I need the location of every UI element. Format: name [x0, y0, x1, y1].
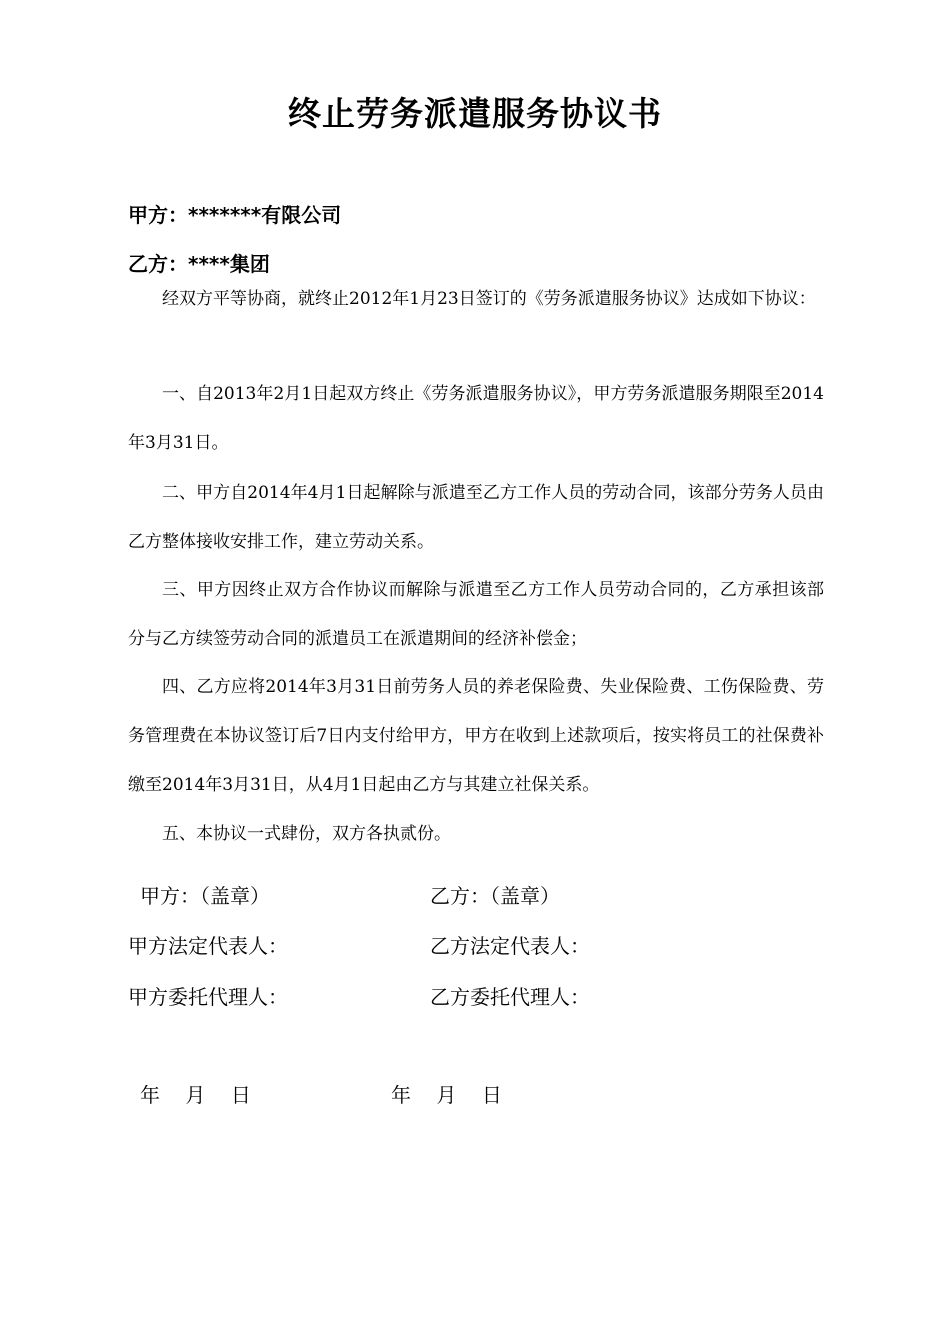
paragraph-item-1	[128, 370, 824, 468]
party-a-line: 甲方：*******有限公司	[128, 203, 342, 227]
paragraph-item-5	[128, 810, 824, 859]
paragraph-item-1-text: 一、自2013年2月1日起双方终止《劳务派遣服务协议》，甲方劳务派遣服务期限至2014年3月31日。	[128, 384, 824, 453]
document-title: 终止劳务派遣服务协议书	[288, 94, 662, 133]
paragraph-item-2	[128, 469, 824, 567]
party-b-seal-label: 乙方：（盖章）	[430, 884, 560, 908]
paragraph-item-3	[128, 566, 824, 664]
paragraph-item-4-text: 四、乙方应将2014年3月31日前劳务人员的养老保险费、失业保险费、工伤保险费、劳务管理费在本协议签订后7日内支付给甲方，甲方在收到上述款项后，按实将员工的社保费补缴至2014年3月31日，从4月1日起由乙方与其建立社保关系。	[128, 677, 824, 795]
paragraph-item-5-text: 五、本协议一式肆份，双方各执贰份。	[162, 824, 451, 844]
paragraph-intro-text: 经双方平等协商，就终止2012年1月23日签订的《劳务派遣服务协议》达成如下协议：	[162, 289, 816, 309]
paragraph-intro	[128, 275, 824, 324]
party-a-seal-label: 甲方：（盖章）	[140, 884, 270, 908]
party-b-line: 乙方：****集团	[128, 252, 270, 276]
party-b-date-label: 年 月 日	[391, 1083, 502, 1107]
party-b-agent-label: 乙方委托代理人：	[430, 985, 590, 1009]
paragraph-item-3-text: 三、甲方因终止双方合作协议而解除与派遣至乙方工作人员劳动合同的，乙方承担该部分与乙方续签劳动合同的派遣员工在派遣期间的经济补偿金；	[128, 580, 824, 649]
paragraph-item-4	[128, 663, 824, 810]
party-a-agent-label: 甲方委托代理人：	[128, 985, 288, 1009]
paragraph-item-2-text: 二、甲方自2014年4月1日起解除与派遣至乙方工作人员的劳动合同，该部分劳务人员由乙方整体接收安排工作，建立劳动关系。	[128, 483, 824, 552]
party-a-date-label: 年 月 日	[140, 1083, 251, 1107]
party-a-legal-rep-label: 甲方法定代表人：	[128, 934, 288, 958]
party-b-legal-rep-label: 乙方法定代表人：	[430, 934, 590, 958]
